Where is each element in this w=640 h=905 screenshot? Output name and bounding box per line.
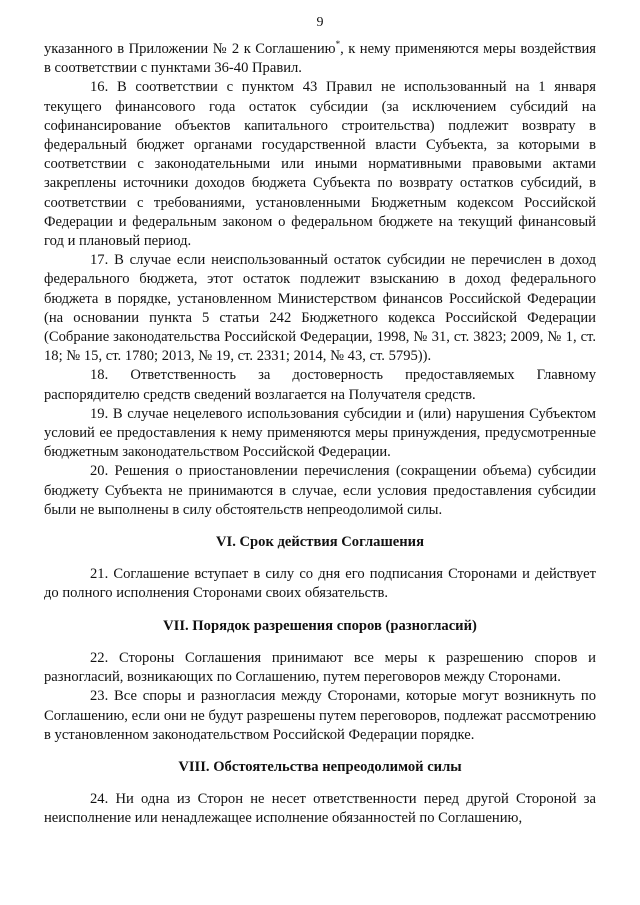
page-number: 9	[316, 15, 324, 30]
section-6-title: VI. Срок действия Соглашения	[216, 534, 424, 551]
paragraph-17: 17. В случае если неиспользованный остаток субсидии не перечислен в доход федерального бюджета, этот остаток подлежит взысканию в доход федерального бюджета в порядке, установленном Министерством финансов Российской Федерации (на основании пункта 5 статьи 242 Бюджетного кодекса Российской Федерации (Собрание законодательства Российской Федерации, 1998, № 31, ст. 3823; 2009, № 1, ст. 18; № 15, ст. 1780; 2013, № 19, ст. 2331; 2014, № 43, ст. 5795)).	[44, 252, 596, 365]
paragraph-23: 23. Все споры и разногласия между Сторонами, которые могут возникнуть по Соглашению, если они не будут разрешены путем переговоров, подлежат рассмотрению в установленном законодательством Российской Федерации порядке.	[44, 688, 596, 743]
paragraph-continuation	[44, 40, 596, 78]
paragraph-18: 18. Ответственность за достоверность предоставляемых Главному распорядителю средств сведений возлагается на Получателя средств.	[44, 367, 596, 403]
paragraph-16: 16. В соответствии с пунктом 43 Правил не использованный на 1 января текущего финансового года остаток субсидии (за исключением субсидий на софинансирование объектов капитального строительства) подлежит возврату в федеральный бюджет органами государственной власти Субъекта, за которыми в соответствии с законодательными или иными нормативными правовыми актами закреплены источники доходов бюджета Субъекта по возврату остатков субсидий, в соответствии с требованиями, установленными Бюджетным кодексом Российской Федерации и федеральным законом о федеральном бюджете на текущий финансовый год и плановый период.	[44, 79, 596, 250]
section-8-title: VIII. Обстоятельства непреодолимой силы	[178, 758, 462, 775]
footnote-marker: *	[335, 39, 341, 50]
paragraph-20: 20. Решения о приостановлении перечисления (сокращении объема) субсидии бюджету Субъекта не принимаются в случае, если условия предоставления субсидии были не выполнены в силу обстоятельств непреодолимой силы.	[44, 463, 596, 518]
paragraph-22: 22. Стороны Соглашения принимают все меры к разрешению споров и разногласий, возникающих по Соглашению, путем переговоров между Сторонами.	[44, 649, 596, 686]
paragraph-continuation-text: указанного в Приложении № 2 к Соглашению	[44, 41, 336, 57]
section-7-title: VII. Порядок разрешения споров (разногласий)	[163, 617, 477, 634]
paragraph-24: 24. Ни одна из Сторон не несет ответственности перед другой Стороной за неисполнение или ненадлежащее исполнение обязанностей по Соглашению,	[44, 791, 596, 827]
paragraph-continuation-tail: , к нему применяются меры воздействия в соответствии с пунктами 36-40 Правил.	[44, 41, 597, 77]
paragraph-21: 21. Соглашение вступает в силу со дня его подписания Сторонами и действует до полного исполнения Сторонами своих обязательств.	[44, 566, 596, 602]
paragraph-19: 19. В случае нецелевого использования субсидии и (или) нарушения Субъектом условий ее предоставления к нему применяются меры принуждения, предусмотренные бюджетным законодательством Российской Федерации.	[44, 405, 596, 461]
